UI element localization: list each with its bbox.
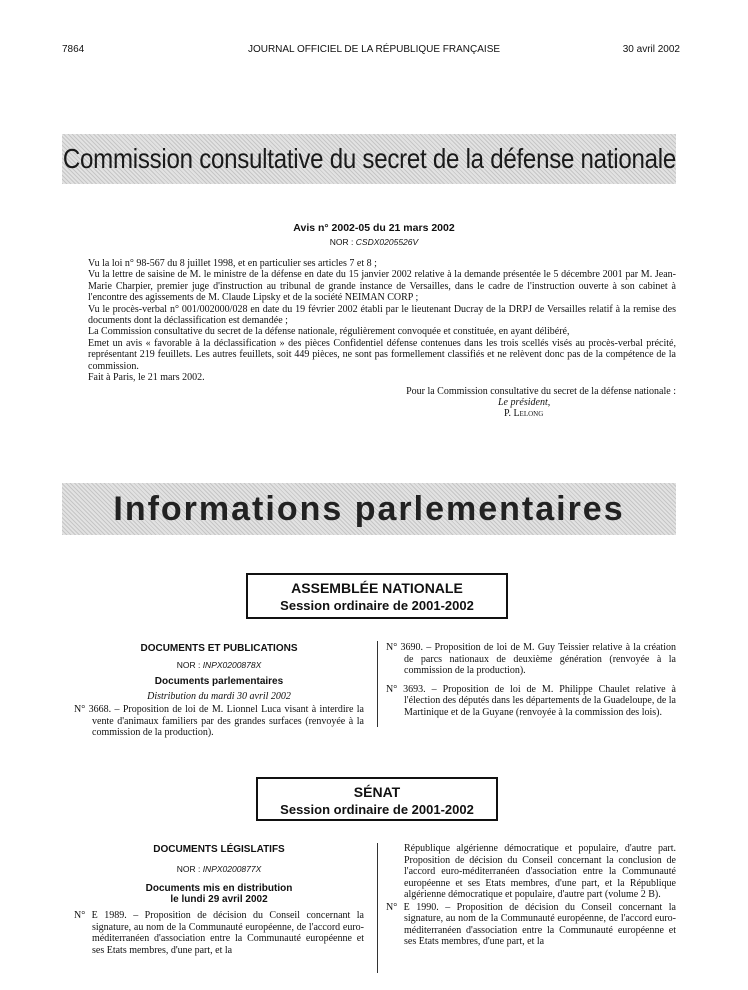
informations-banner-title: Informations parlementaires xyxy=(113,489,625,528)
senat-box-session: Session ordinaire de 2001-2002 xyxy=(280,802,474,817)
avis-body xyxy=(74,258,676,383)
senat-heading: DOCUMENTS LÉGISLATIFS xyxy=(153,844,285,855)
avis-paragraph: Fait à Paris, le 21 mars 2002. xyxy=(88,372,205,384)
senat-right-column xyxy=(386,843,676,948)
senat-box xyxy=(256,777,498,821)
assemblee-nor-code: INPX0200878X xyxy=(202,659,262,670)
assemblee-nor xyxy=(74,660,364,672)
assemblee-entry: N° 3668. – Proposition de loi de M. Lionnel Luca visant à interdire la vente d'animaux familiers par des grandes surfaces (renvoyée à la commission de la production). xyxy=(74,704,364,738)
avis-paragraph: Vu le procès-verbal n° 001/002000/028 en date du 19 février 2002 établi par le lieutenant Ducray de la DRPJ de Versailles relatif à la remise des documents dont la déclassification est demandée ; xyxy=(88,303,676,327)
senat-subheading-line1: Documents mis en distribution xyxy=(145,883,293,894)
senat-left-column xyxy=(74,844,364,956)
avis-nor-code: CSDX0205526V xyxy=(355,237,419,247)
assemblee-right-column xyxy=(386,642,676,718)
column-divider xyxy=(377,843,378,973)
senat-nor xyxy=(74,864,364,876)
avis-paragraph: Vu la loi n° 98-567 du 8 juillet 1998, et en particulier ses articles 7 et 8 ; xyxy=(88,258,377,269)
avis-paragraph: La Commission consultative du secret de la défense nationale, régulièrement convoquée et constituée, en ayant délibéré, xyxy=(88,326,570,338)
assemblee-entry: N° 3693. – Proposition de loi de M. Philippe Chaulet relative à l'élection des députés dans les départements de la Guadeloupe, de la Martinique et de la Guyane (renvoyée à la commission des lois). xyxy=(386,683,676,718)
senat-continuation: République algérienne démocratique et populaire, d'autre part. Proposition de décision du Conseil concernant la conclusion de l'accord euro-méditerranéen d'association entre la Communauté européenne et ses Etats membres, d'une part, et la République algérienne démocratique et populaire, d'autre part (volume 2 B). xyxy=(404,843,676,900)
avis-signature-line2: Le président, xyxy=(498,397,551,408)
assemblee-heading: DOCUMENTS ET PUBLICATIONS xyxy=(140,643,298,654)
senat-nor-code: INPX0200877X xyxy=(202,863,262,874)
journal-title: JOURNAL OFFICIEL DE LA RÉPUBLIQUE FRANÇAISE xyxy=(247,44,501,55)
senat-subheading-line2: le lundi 29 avril 2002 xyxy=(170,894,268,905)
page-date: 30 avril 2002 xyxy=(622,44,680,55)
avis-paragraph: Vu la lettre de saisine de M. le ministre de la défense en date du 15 janvier 2002 relative à la demande présentée le 5 décembre 2001 par M. Jean-Marie Charpier, premier juge d'instruction au tribunal de grande instance de Versailles, dans le cadre de l'instruction ouverte à son cabinet à l'encontre des agissements de M. Claude Lipsky et de la société NEIMAN CORP ; xyxy=(88,269,676,304)
assemblee-nor-label: NOR : xyxy=(176,659,201,670)
assemblee-entry: N° 3690. – Proposition de loi de M. Guy Teissier relative à la création de parcs nationaux de deuxième génération (renvoyée à la commission de la production). xyxy=(386,642,676,676)
commission-banner-title: Commission consultative du secret de la défense nationale xyxy=(62,143,676,174)
assemblee-left-column xyxy=(74,643,364,739)
senat-box-title: SÉNAT xyxy=(353,784,401,800)
senat-nor-label: NOR : xyxy=(176,863,201,874)
senat-subheading xyxy=(74,883,364,905)
page-number: 7864 xyxy=(62,44,85,55)
avis-signature-line1: Pour la Commission consultative du secret de la défense nationale : xyxy=(406,386,676,397)
avis-nor xyxy=(0,237,748,247)
assemblee-box-title: ASSEMBLÉE NATIONALE xyxy=(291,580,463,596)
senat-entry: N° E 1990. – Proposition de décision du Conseil concernant la signature, au nom de la Communauté européenne, de l'accord euro-méditerranéen d'association entre la Communauté européenne et ses Etats membres, d'une part, et la xyxy=(386,901,676,947)
avis-nor-label: NOR : xyxy=(329,237,354,247)
commission-banner xyxy=(62,134,676,184)
informations-banner xyxy=(62,483,676,535)
column-divider xyxy=(377,641,378,727)
avis-paragraph: Emet un avis « favorable à la déclassification » des pièces Confidentiel défense contenues dans les trois scellés visés au procès-verbal précité, représentant 219 feuillets. Les autres feuillets, soit 449 pièces, ne sont pas formellement classifiés et ne relèvent donc pas de la compétence de la commission. xyxy=(88,337,676,372)
senat-entry: N° E 1989. – Proposition de décision du Conseil concernant la signature, au nom de la Communauté européenne, de l'accord euro-méditerranéen d'association entre la Communauté européenne et ses Etats membres, d'une part, et la xyxy=(74,910,364,956)
assemblee-subheading: Documents parlementaires xyxy=(154,676,284,687)
avis-signature-line3: P. Lelong xyxy=(504,408,544,419)
assemblee-box xyxy=(246,573,508,619)
assemblee-distribution: Distribution du mardi 30 avril 2002 xyxy=(147,690,291,702)
assemblee-box-session: Session ordinaire de 2001-2002 xyxy=(280,598,474,613)
avis-title: Avis n° 2002-05 du 21 mars 2002 xyxy=(293,222,455,234)
